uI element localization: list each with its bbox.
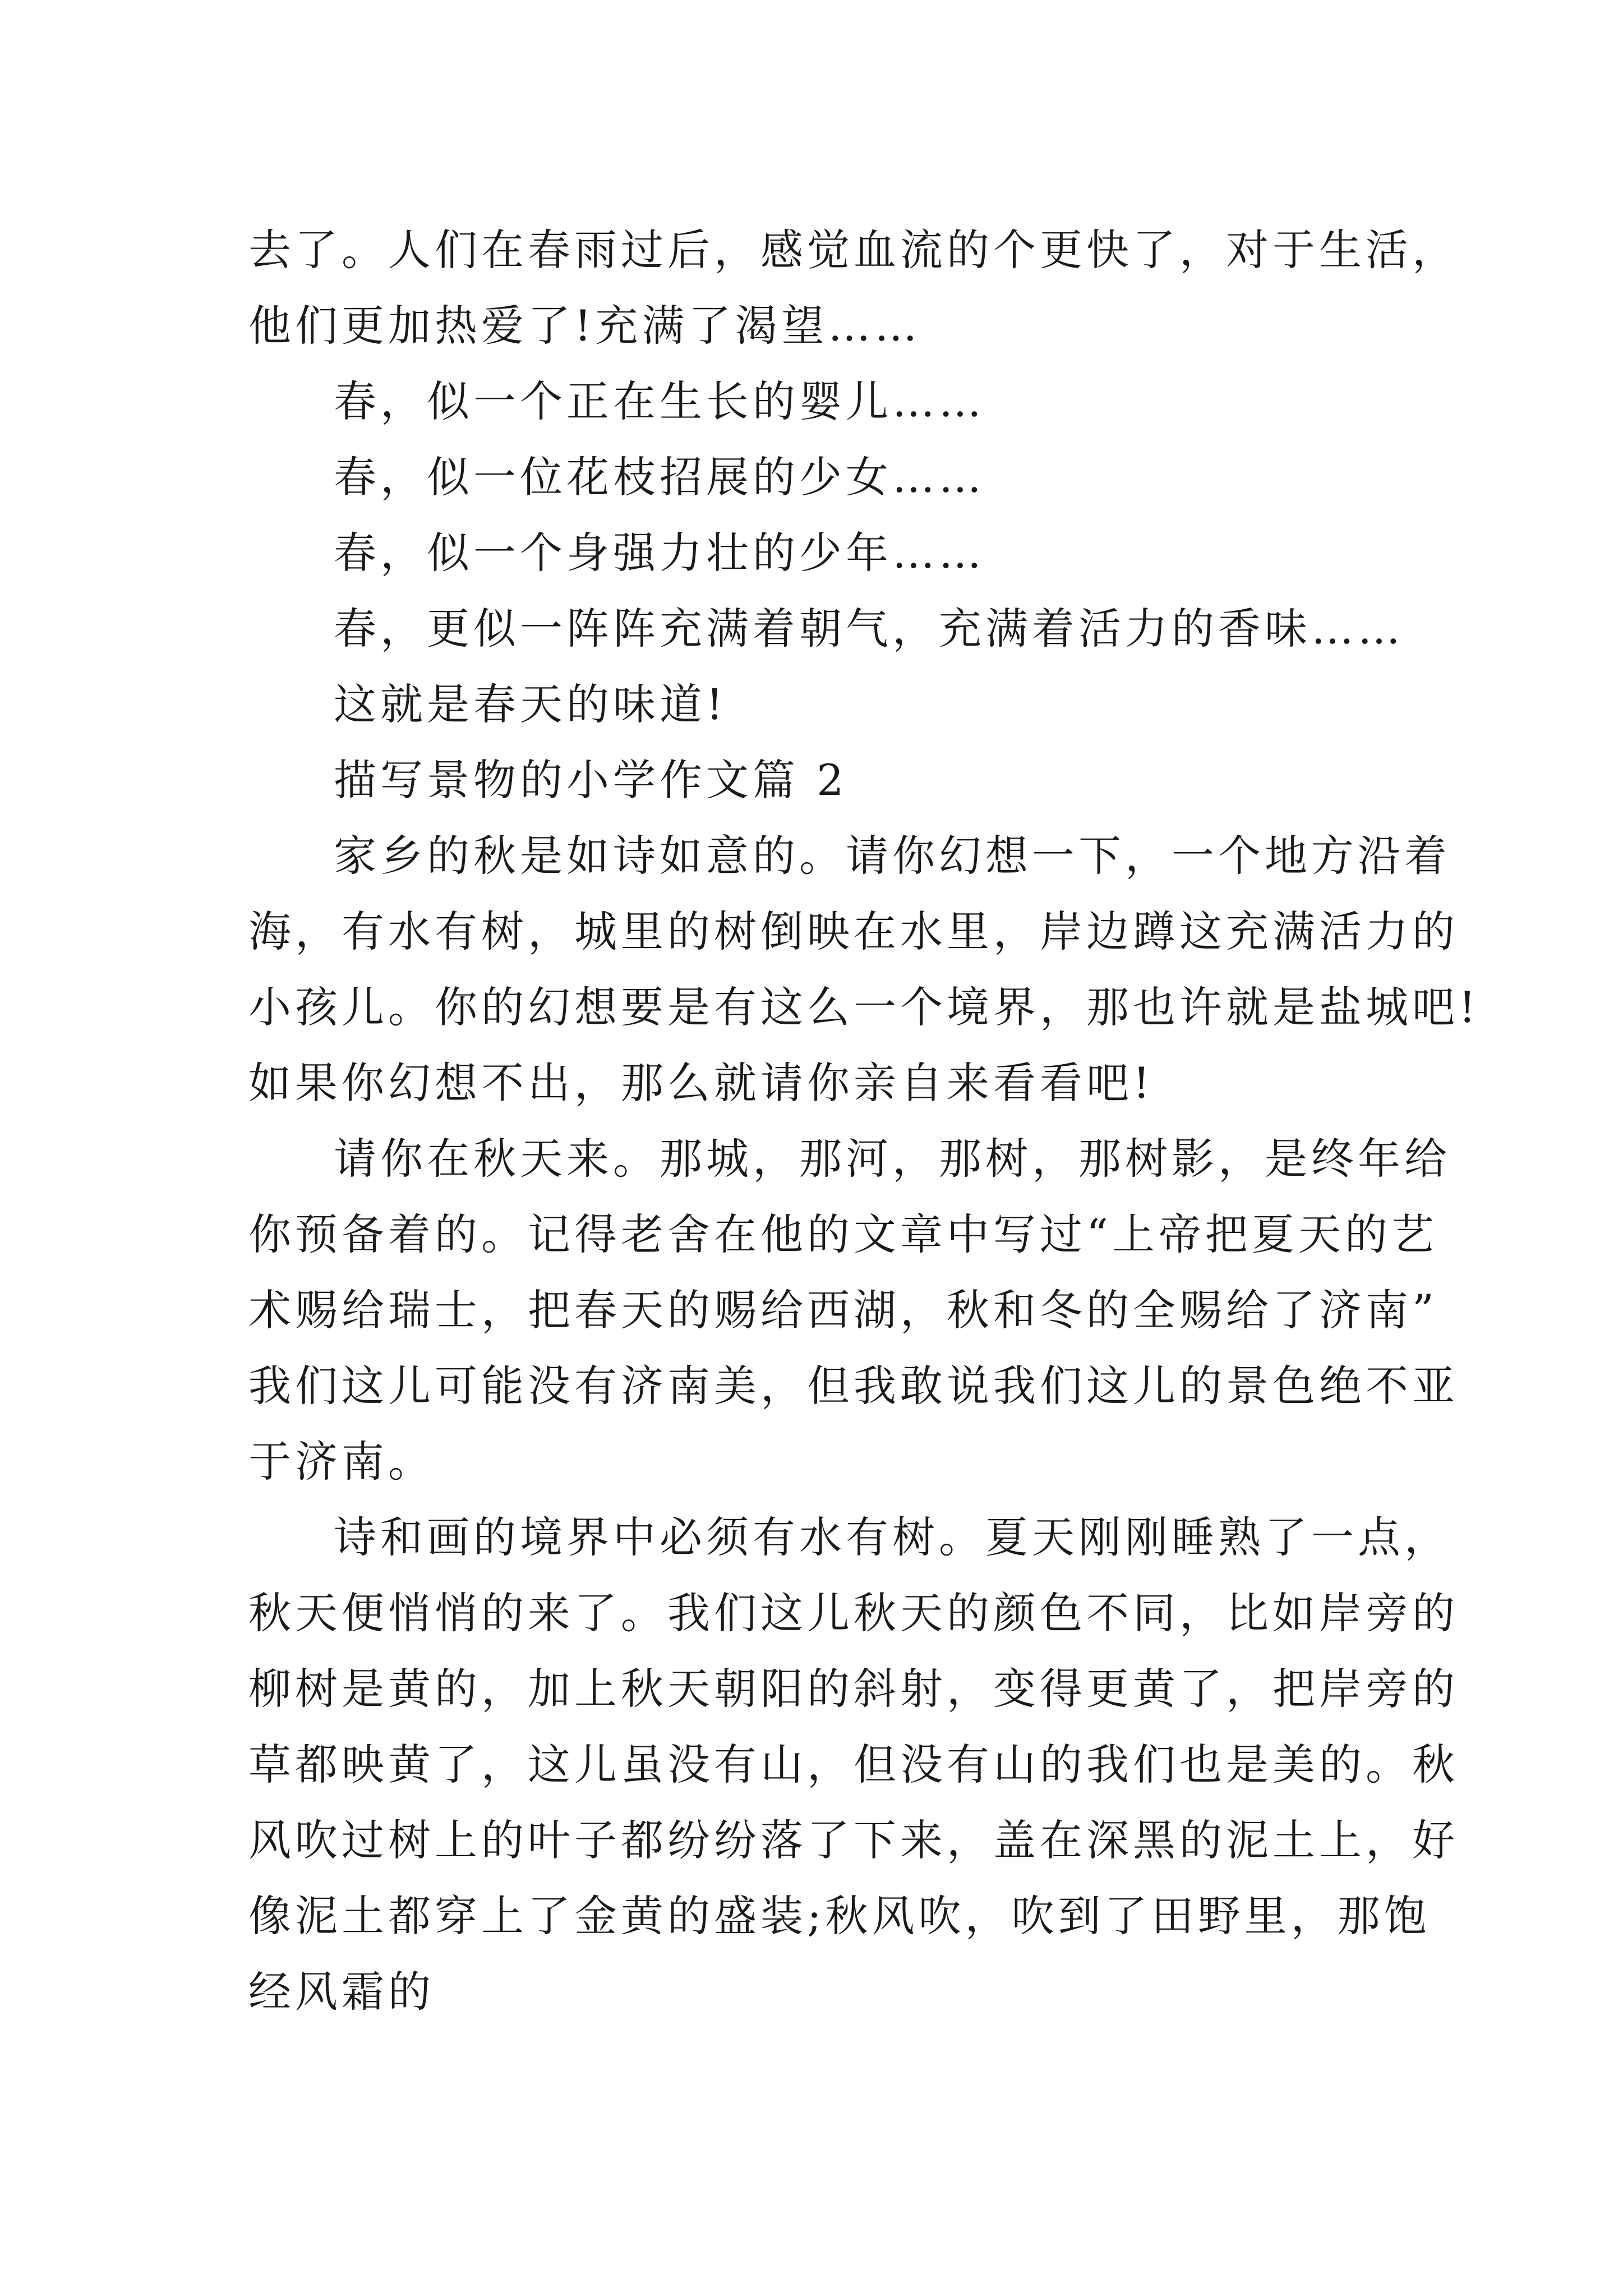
- essay-text: [248, 212, 1480, 2030]
- text-line: 春，似一位花枝招展的少女……: [334, 452, 985, 502]
- text-line: 他们更加热爱了!充满了渴望……: [248, 301, 921, 351]
- text-line: 诗和画的境界中必须有水有树。夏天刚刚睡熟了一点，: [334, 1512, 1451, 1562]
- text-line: 秋天便悄悄的来了。我们这儿秋天的颜色不同，比如岸旁的: [248, 1588, 1459, 1638]
- text-line: 春，似一个正在生长的婴儿……: [334, 376, 985, 426]
- text-line: 这就是春天的味道!: [334, 679, 727, 729]
- text-line: 去了。人们在春雨过后，感觉血流的个更快了，对于生活，: [248, 225, 1459, 275]
- text-line: 春，更似一阵阵充满着朝气，充满着活力的香味……: [334, 604, 1404, 654]
- text-line: 小孩儿。你的幻想要是有这么一个境界，那也许就是盐城吧!: [248, 982, 1480, 1032]
- text-line: 我们这儿可能没有济南美，但我敢说我们这儿的景色绝不亚: [248, 1361, 1459, 1411]
- text-line: 春，似一个身强力壮的少年……: [334, 528, 985, 578]
- section-heading: 描写景物的小学作文篇 2: [334, 755, 848, 805]
- text-line: 于济南。: [248, 1437, 435, 1487]
- text-line: 你预备着的。记得老舍在他的文章中写过“上帝把夏天的艺: [248, 1209, 1438, 1259]
- text-line: 像泥土都穿上了金黄的盛装;秋风吹，吹到了田野里，那饱: [248, 1891, 1431, 1941]
- text-line: 海，有水有树，城里的树倒映在水里，岸边蹲这充满活力的: [248, 907, 1459, 956]
- text-line: 术赐给瑞士，把春天的赐给西湖，秋和冬的全赐给了济南”: [248, 1285, 1438, 1335]
- text-line: 柳树是黄的，加上秋天朝阳的斜射，变得更黄了，把岸旁的: [248, 1664, 1459, 1714]
- text-line: 风吹过树上的叶子都纷纷落了下来，盖在深黑的泥土上，好: [248, 1815, 1459, 1865]
- text-line: 草都映黄了，这儿虽没有山，但没有山的我们也是美的。秋: [248, 1740, 1459, 1789]
- text-line: 家乡的秋是如诗如意的。请你幻想一下，一个地方沿着: [334, 831, 1451, 881]
- text-line: 如果你幻想不出，那么就请你亲自来看看吧!: [248, 1058, 1154, 1108]
- text-line: 经风霜的: [248, 1967, 435, 2017]
- text-line: 请你在秋天来。那城，那河，那树，那树影，是终年给: [334, 1134, 1451, 1184]
